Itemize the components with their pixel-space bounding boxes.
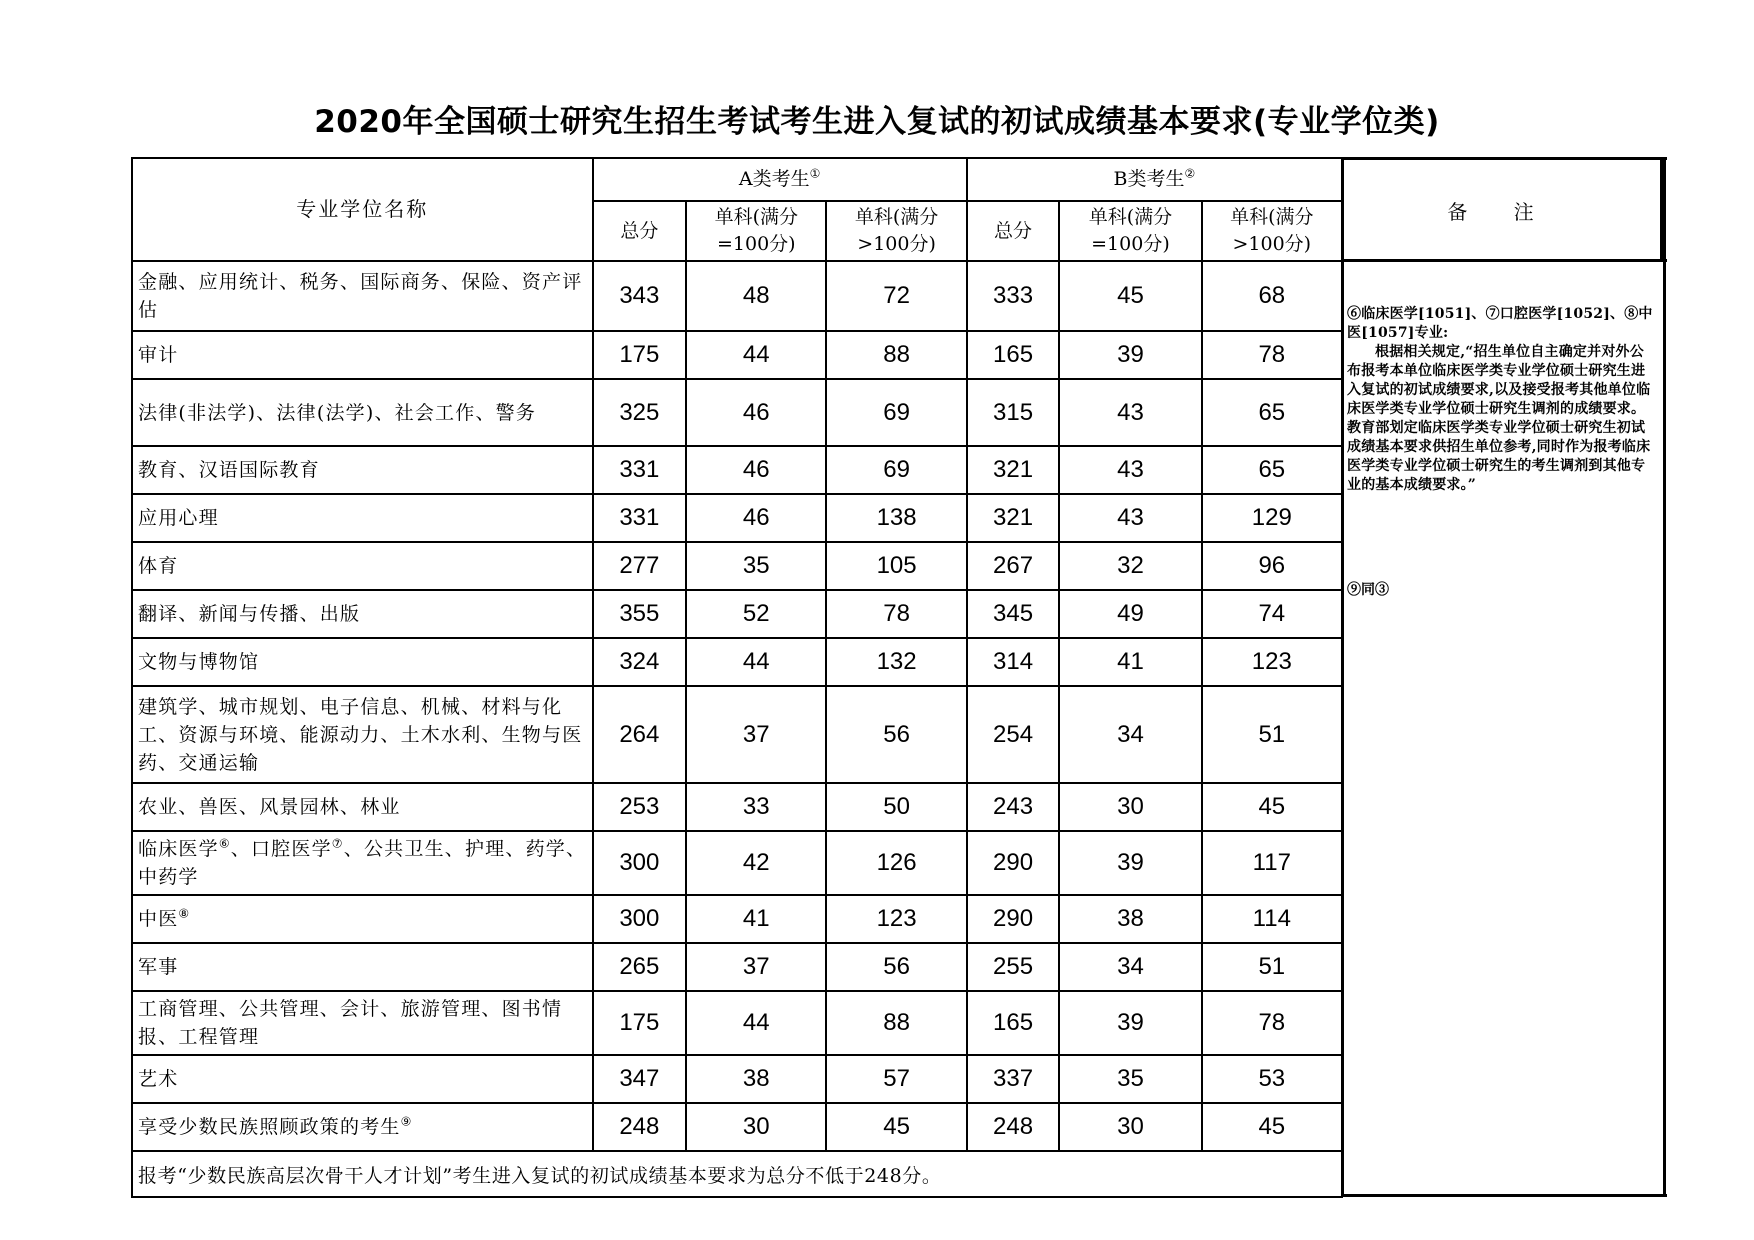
table-row [132, 379, 1342, 446]
row-a-single-100: 46 [686, 446, 826, 494]
row-b-total: 290 [967, 895, 1060, 943]
remarks-header: 备 注 [1341, 157, 1663, 260]
row-a-single-gt100: 88 [826, 991, 966, 1055]
row-major-name: 体育 [132, 542, 593, 590]
score-table [131, 157, 1343, 1198]
row-a-single-gt100: 126 [826, 831, 966, 895]
row-b-total: 165 [967, 331, 1060, 379]
row-major-name: 文物与博物馆 [132, 638, 593, 686]
table-row [132, 331, 1342, 379]
row-major-name: 审计 [132, 331, 593, 379]
header-b-single-100: 单科(满分 =100分) [1059, 201, 1201, 261]
row-b-single-gt100: 117 [1202, 831, 1342, 895]
row-b-single-gt100: 74 [1202, 590, 1342, 638]
table-row [132, 446, 1342, 494]
row-a-single-100: 42 [686, 831, 826, 895]
row-b-single-gt100: 78 [1202, 991, 1342, 1055]
table-row [132, 991, 1342, 1055]
remarks-text [1347, 305, 1657, 495]
header-a-single-100: 单科(满分 =100分) [686, 201, 826, 261]
row-b-single-gt100: 53 [1202, 1055, 1342, 1103]
row-a-total: 300 [593, 895, 687, 943]
row-b-single-100: 35 [1059, 1055, 1201, 1103]
table-row [132, 895, 1342, 943]
row-a-single-100: 37 [686, 943, 826, 991]
table-row [132, 638, 1342, 686]
page-title: 2020年全国硕士研究生招生考试考生进入复试的初试成绩基本要求(专业学位类) [314, 104, 1440, 140]
table-row [132, 686, 1342, 783]
header-a-single-gt100: 单科(满分 >100分) [826, 201, 966, 261]
row-a-single-gt100: 45 [826, 1103, 966, 1151]
row-a-single-gt100: 57 [826, 1055, 966, 1103]
row-b-single-gt100: 45 [1202, 783, 1342, 831]
row-b-single-gt100: 78 [1202, 331, 1342, 379]
row-b-total: 165 [967, 991, 1060, 1055]
row-b-single-100: 39 [1059, 331, 1201, 379]
row-b-single-100: 45 [1059, 261, 1201, 331]
table-row [132, 1103, 1342, 1151]
row-b-single-100: 43 [1059, 446, 1201, 494]
row-b-single-100: 41 [1059, 638, 1201, 686]
row-a-single-100: 46 [686, 494, 826, 542]
row-a-total: 324 [593, 638, 687, 686]
row-b-total: 321 [967, 494, 1060, 542]
row-a-total: 253 [593, 783, 687, 831]
row-major-name: 教育、汉语国际教育 [132, 446, 593, 494]
table-row [132, 590, 1342, 638]
row-a-total: 347 [593, 1055, 687, 1103]
row-b-total: 254 [967, 686, 1060, 783]
table-row [132, 1055, 1342, 1103]
row-b-single-100: 43 [1059, 494, 1201, 542]
row-a-total: 248 [593, 1103, 687, 1151]
row-b-single-gt100: 123 [1202, 638, 1342, 686]
row-b-total: 248 [967, 1103, 1060, 1151]
row-b-single-gt100: 51 [1202, 686, 1342, 783]
row-a-single-100: 44 [686, 991, 826, 1055]
row-b-single-100: 34 [1059, 686, 1201, 783]
row-a-single-100: 30 [686, 1103, 826, 1151]
remarks-same-note: ⑨同③ [1347, 582, 1389, 598]
row-major-name: 翻译、新闻与传播、出版 [132, 590, 593, 638]
row-major-name: 中医⑧ [132, 895, 593, 943]
row-b-single-gt100: 96 [1202, 542, 1342, 590]
row-b-single-100: 30 [1059, 783, 1201, 831]
table-row [132, 261, 1342, 331]
row-major-name: 应用心理 [132, 494, 593, 542]
row-b-total: 314 [967, 638, 1060, 686]
row-major-name: 享受少数民族照顾政策的考生⑨ [132, 1103, 593, 1151]
row-b-single-gt100: 51 [1202, 943, 1342, 991]
row-a-single-gt100: 105 [826, 542, 966, 590]
row-a-single-gt100: 132 [826, 638, 966, 686]
row-b-total: 290 [967, 831, 1060, 895]
row-b-single-gt100: 129 [1202, 494, 1342, 542]
row-b-single-gt100: 45 [1202, 1103, 1342, 1151]
row-a-single-100: 37 [686, 686, 826, 783]
row-a-total: 265 [593, 943, 687, 991]
table-row [132, 783, 1342, 831]
row-b-total: 321 [967, 446, 1060, 494]
row-b-total: 243 [967, 783, 1060, 831]
row-a-total: 264 [593, 686, 687, 783]
header-major-name: 专业学位名称 [132, 158, 593, 261]
row-b-single-gt100: 114 [1202, 895, 1342, 943]
row-a-single-100: 44 [686, 638, 826, 686]
remarks-column [1341, 157, 1667, 1197]
row-major-name: 建筑学、城市规划、电子信息、机械、材料与化工、资源与环境、能源动力、土木水利、生物与医药、交通运输 [132, 686, 593, 783]
footer-note: 报考“少数民族高层次骨干人才计划”考生进入复试的初试成绩基本要求为总分不低于248分。 [132, 1151, 1342, 1197]
remarks-body: 根据相关规定,“招生单位自主确定并对外公布报考本单位临床医学类专业学位硕士研究生进入复试的初试成绩要求,以及接受报考其他单位临床医学类专业学位硕士研究生调剂的成绩要求。教育部划定临床医学类专业学位硕士研究生初试成绩基本要求供招生单位参考,同时作为报考临床医学类专业学位硕士研究生的考生调剂到其他专业的基本成绩要求。” [1347, 344, 1651, 493]
row-b-total: 255 [967, 943, 1060, 991]
table-row [132, 831, 1342, 895]
row-a-single-100: 41 [686, 895, 826, 943]
row-a-total: 331 [593, 494, 687, 542]
row-b-single-gt100: 65 [1202, 379, 1342, 446]
remarks-line-1: ⑥临床医学[1051]、⑦口腔医学[1052]、⑧中医[1057]专业: [1347, 306, 1653, 341]
row-b-single-100: 43 [1059, 379, 1201, 446]
row-a-total: 300 [593, 831, 687, 895]
row-b-total: 337 [967, 1055, 1060, 1103]
row-a-single-100: 35 [686, 542, 826, 590]
row-a-single-gt100: 72 [826, 261, 966, 331]
header-b-single-gt100: 单科(满分 >100分) [1202, 201, 1342, 261]
row-a-single-gt100: 56 [826, 943, 966, 991]
row-major-name: 农业、兽医、风景园林、林业 [132, 783, 593, 831]
row-a-single-100: 48 [686, 261, 826, 331]
row-major-name: 临床医学⑥、口腔医学⑦、公共卫生、护理、药学、中药学 [132, 831, 593, 895]
row-a-total: 331 [593, 446, 687, 494]
row-a-total: 277 [593, 542, 687, 590]
row-b-total: 333 [967, 261, 1060, 331]
row-b-single-100: 34 [1059, 943, 1201, 991]
row-major-name: 艺术 [132, 1055, 593, 1103]
footer-note-row [132, 1151, 1342, 1197]
row-b-single-100: 30 [1059, 1103, 1201, 1151]
row-b-single-100: 49 [1059, 590, 1201, 638]
table-row [132, 542, 1342, 590]
row-a-single-100: 46 [686, 379, 826, 446]
row-b-single-100: 38 [1059, 895, 1201, 943]
row-b-single-gt100: 68 [1202, 261, 1342, 331]
row-a-total: 343 [593, 261, 687, 331]
row-a-single-100: 52 [686, 590, 826, 638]
row-a-single-gt100: 78 [826, 590, 966, 638]
row-a-single-gt100: 138 [826, 494, 966, 542]
row-a-total: 325 [593, 379, 687, 446]
row-a-single-gt100: 69 [826, 379, 966, 446]
row-a-single-gt100: 88 [826, 331, 966, 379]
row-a-single-gt100: 69 [826, 446, 966, 494]
table-row [132, 494, 1342, 542]
row-a-single-gt100: 56 [826, 686, 966, 783]
header-group-b: B类考生② [967, 158, 1342, 201]
row-major-name: 法律(非法学)、法律(法学)、社会工作、警务 [132, 379, 593, 446]
row-b-single-100: 39 [1059, 831, 1201, 895]
row-b-single-100: 32 [1059, 542, 1201, 590]
row-major-name: 军事 [132, 943, 593, 991]
row-a-single-100: 38 [686, 1055, 826, 1103]
row-b-total: 345 [967, 590, 1060, 638]
header-a-total: 总分 [593, 201, 687, 261]
row-a-single-gt100: 123 [826, 895, 966, 943]
row-a-total: 355 [593, 590, 687, 638]
row-a-single-100: 44 [686, 331, 826, 379]
table-row [132, 943, 1342, 991]
row-b-single-100: 39 [1059, 991, 1201, 1055]
header-group-a: A类考生① [593, 158, 967, 201]
row-b-total: 315 [967, 379, 1060, 446]
header-b-total: 总分 [967, 201, 1060, 261]
row-a-single-100: 33 [686, 783, 826, 831]
score-table-frame [131, 157, 1667, 1197]
row-b-single-gt100: 65 [1202, 446, 1342, 494]
row-a-total: 175 [593, 991, 687, 1055]
row-a-single-gt100: 50 [826, 783, 966, 831]
row-a-total: 175 [593, 331, 687, 379]
row-major-name: 金融、应用统计、税务、国际商务、保险、资产评估 [132, 261, 593, 331]
row-major-name: 工商管理、公共管理、会计、旅游管理、图书情报、工程管理 [132, 991, 593, 1055]
row-b-total: 267 [967, 542, 1060, 590]
remarks-header-divider [1341, 259, 1667, 262]
